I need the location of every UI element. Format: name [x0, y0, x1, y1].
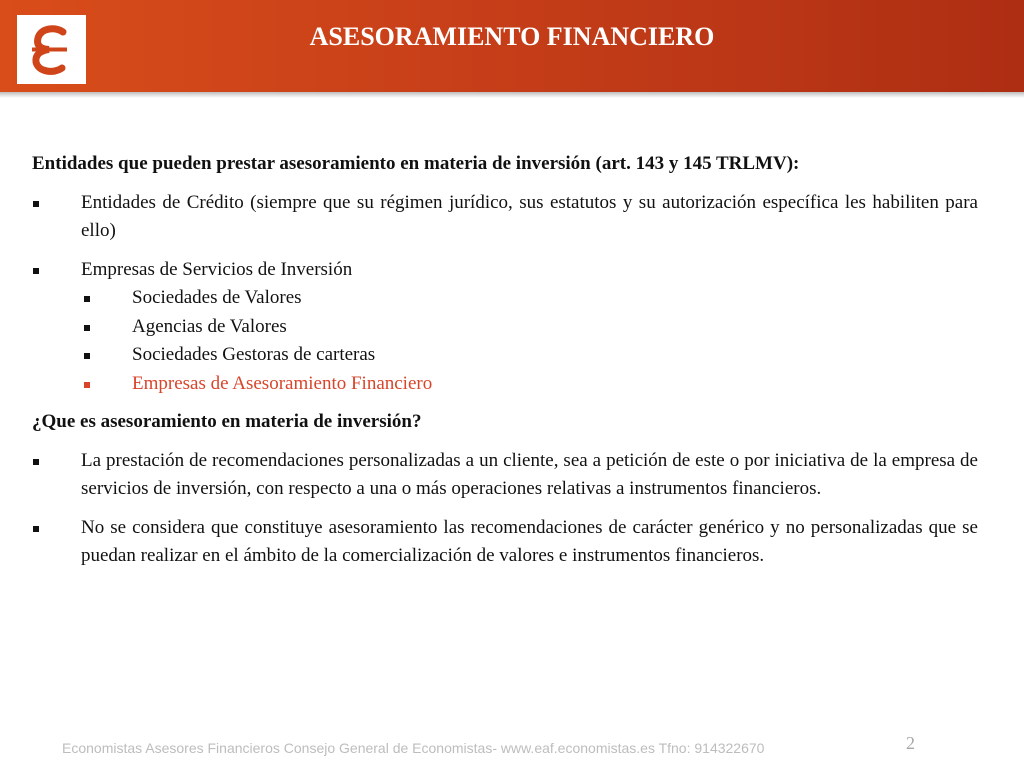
square-bullet-icon	[84, 325, 90, 331]
page-number: 2	[906, 733, 915, 753]
square-bullet-icon	[33, 459, 39, 465]
header-divider	[0, 92, 1024, 98]
square-bullet-icon	[84, 382, 90, 388]
square-bullet-icon	[84, 353, 90, 359]
sublist-item-text: Agencias de Valores	[132, 315, 287, 337]
sublist-item-text: Sociedades Gestoras de carteras	[132, 344, 376, 365]
list-item-text: Empresas de Servicios de Inversión	[81, 258, 353, 280]
sublist-item-agencias-valores	[32, 313, 978, 342]
sublist-item-sociedades-valores	[32, 284, 978, 313]
list-item-entidades-credito	[32, 189, 978, 246]
list-item-text: No se considera que constituye asesoramiento las recomendaciones de carácter genérico y no personalizadas que se puedan realizar en el ámbito de la comercialización de valores e instrumentos financieros.	[81, 516, 978, 566]
sublist-item-text: Sociedades de Valores	[132, 287, 302, 308]
square-bullet-icon	[33, 268, 39, 274]
footer-text: Economistas Asesores Financieros Consejo General de Economistas- www.eaf.economistas.es Tfno: 914322670	[62, 740, 765, 756]
list-item-exclusion	[32, 514, 978, 571]
sublist-item-text: Empresas de Asesoramiento Financiero	[132, 372, 433, 394]
definition-heading: ¿Que es asesoramiento en materia de inversión?	[32, 411, 422, 432]
header-bar	[0, 0, 1024, 92]
list-item-esi	[32, 256, 978, 285]
sublist-item-eaf-highlight	[32, 370, 978, 399]
square-bullet-icon	[84, 296, 90, 302]
list-item-text: La prestación de recomendaciones personalizadas a un cliente, sea a petición de este o por iniciativa de la empresa de servicios de inversión, con respecto a una o más operaciones relativas a instrumentos financieros.	[81, 449, 978, 499]
page-title: ASESORAMIENTO FINANCIERO	[309, 22, 715, 51]
main-content	[32, 150, 978, 581]
list-item-text: Entidades de Crédito (siempre que su régimen jurídico, sus estatutos y su autorización específica les habiliten para ello)	[81, 191, 978, 241]
list-item-definition	[32, 447, 978, 504]
square-bullet-icon	[33, 201, 39, 207]
square-bullet-icon	[33, 526, 39, 532]
sublist-item-gestoras-carteras	[32, 341, 978, 370]
entities-heading: Entidades que pueden prestar asesoramiento en materia de inversión (art. 143 y 145 TRLMV):	[32, 153, 800, 174]
